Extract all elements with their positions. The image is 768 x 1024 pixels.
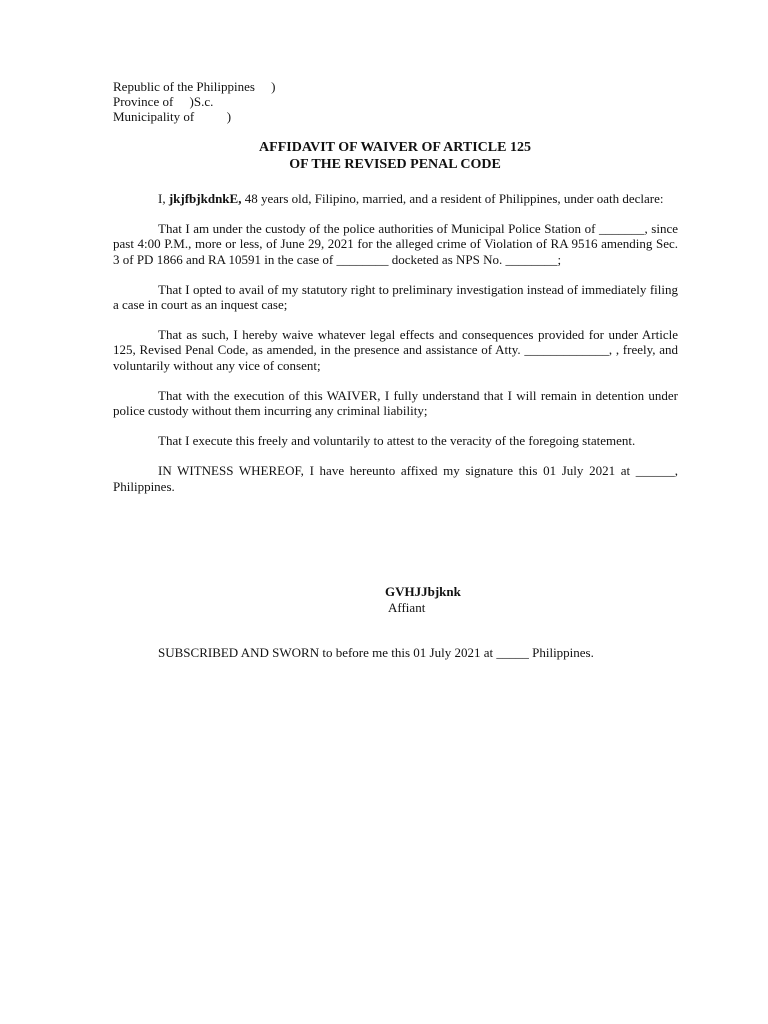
witness-paragraph: IN WITNESS WHEREOF, I have hereunto affixed my signature this 01 July 2021 at ______, Philippines. [113, 463, 678, 494]
detention-paragraph: That with the execution of this WAIVER, I fully understand that I will remain in detention under police custody without them incurring any criminal liability; [113, 387, 678, 419]
venue-line-republic: Republic of the Philippines ) [113, 79, 276, 94]
custody-paragraph: That I am under the custody of the police authorities of Municipal Police Station of _______, since past 4:00 P.M., more or less, of June 29, 2021 for the alleged crime of Violation of RA 9516 amending Sec. 3 of PD 1866 and RA 10591 in the case of ________ docketed as NPS No. ________; [113, 221, 678, 267]
preliminary-investigation-paragraph: That I opted to avail of my statutory right to preliminary investigation instead of immediately filing a case in court as an inquest case; [113, 281, 678, 313]
voluntary-paragraph: That I execute this freely and voluntarily to attest to the veracity of the foregoing statement. [158, 433, 636, 449]
signature-block [385, 584, 461, 616]
affiant-name-inline: jkjfbjkdnkE, [168, 191, 242, 206]
venue-line-province: Province of )S.c. [113, 94, 214, 109]
venue-block [113, 79, 275, 124]
intro-paragraph [113, 191, 678, 206]
venue-line-municipality: Municipality of ) [113, 109, 232, 124]
document-title [0, 139, 768, 173]
signatory-name: GVHJJbjknk [385, 584, 461, 599]
jurat-line: SUBSCRIBED AND SWORN to before me this 01 July 2021 at _____ Philippines. [158, 645, 594, 660]
affidavit-body [113, 191, 678, 509]
intro-prefix: I, [158, 191, 169, 206]
waiver-paragraph: That as such, I hereby waive whatever legal effects and consequences provided for under Article 125, Revised Penal Code, as amended, in the presence and assistance of Atty. _____________, , freely, and voluntarily without any vice of consent; [113, 327, 678, 373]
title-line-1: AFFIDAVIT OF WAIVER OF ARTICLE 125 [259, 140, 531, 155]
intro-rest: 48 years old, Filipino, married, and a resident of Philippines, under oath declare: [241, 191, 664, 206]
signatory-role: Affiant [388, 600, 426, 615]
title-line-2: OF THE REVISED PENAL CODE [289, 157, 501, 172]
